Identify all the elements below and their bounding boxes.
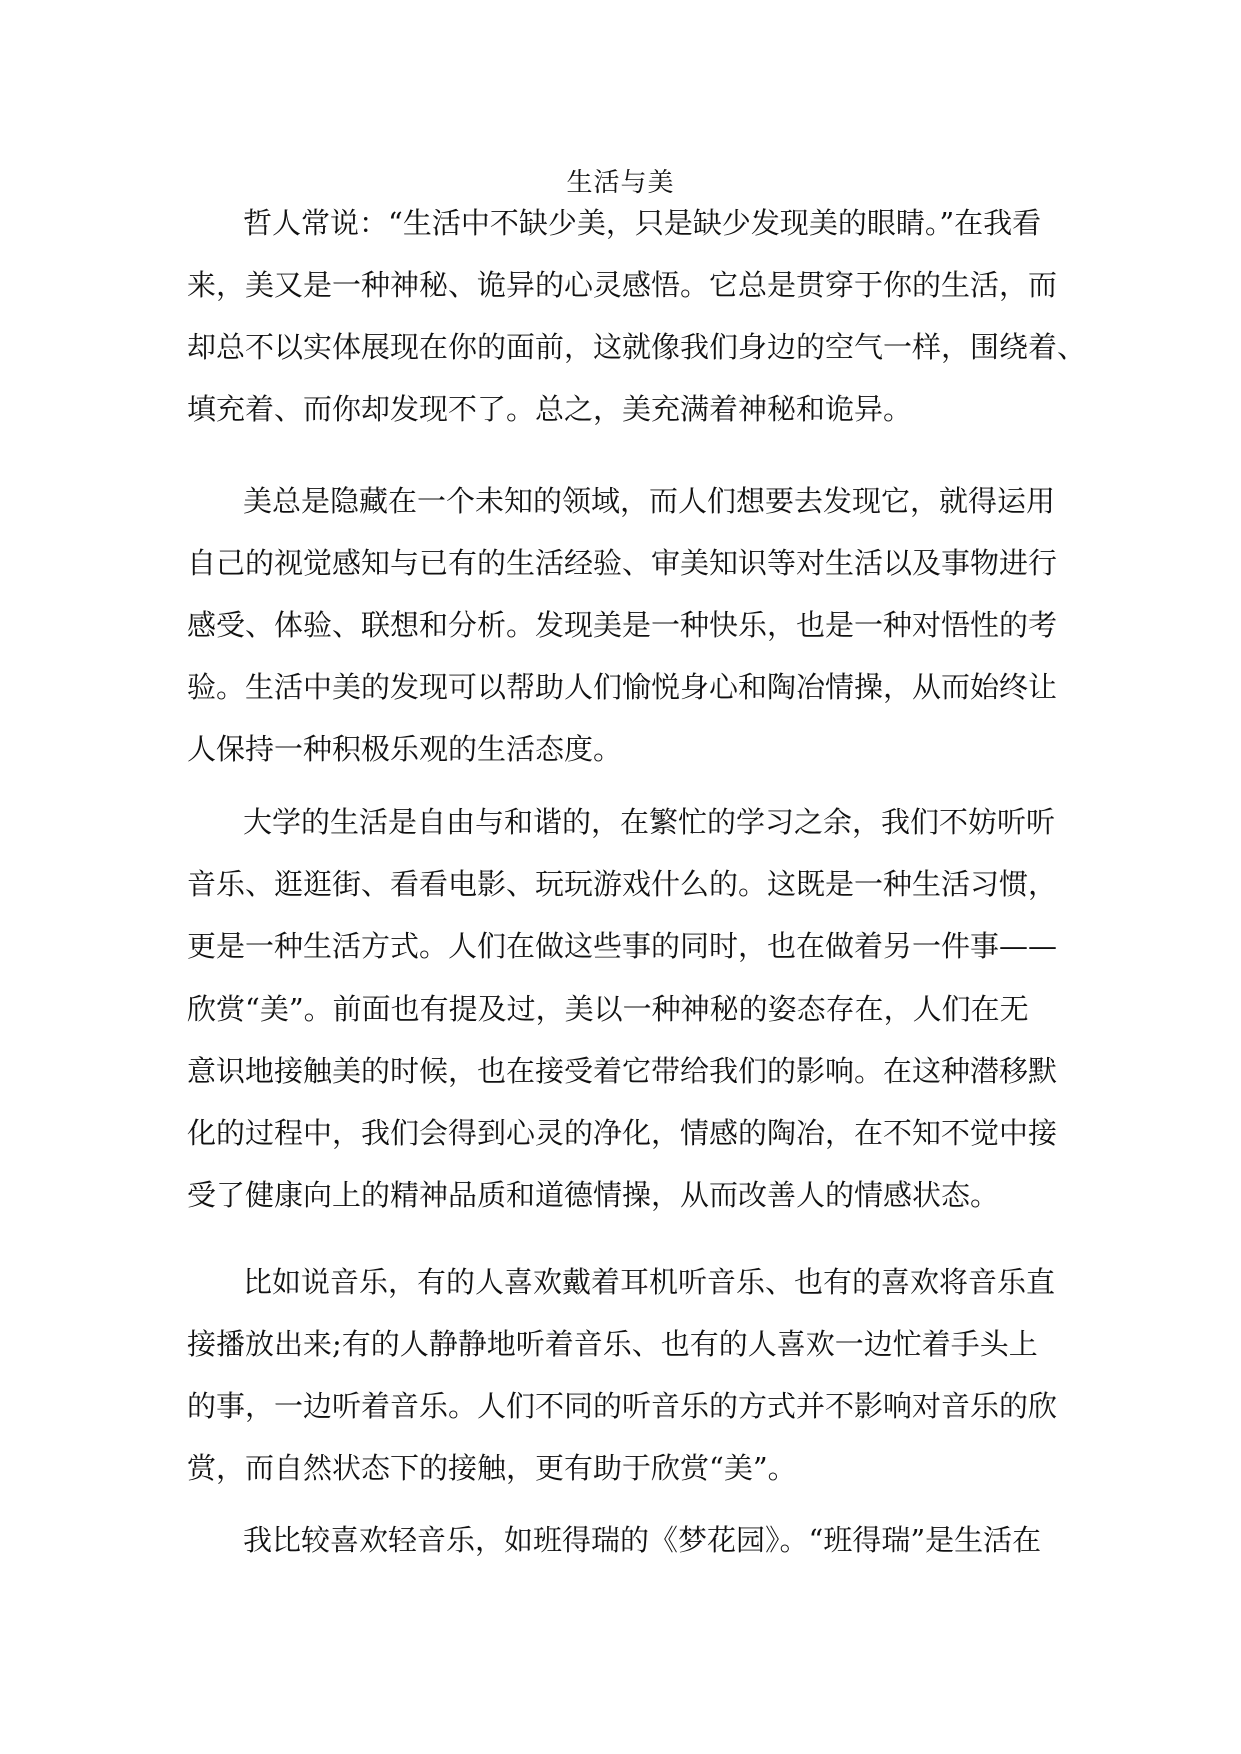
paragraph-3-line-1: 大学的生活是自由与和谐的，在繁忙的学习之余，我们不妨听听 [243, 805, 1056, 839]
paragraph-2-line-5: 人保持一种积极乐观的生活态度。 [187, 732, 623, 766]
paragraph-1-line-3: 却总不以实体展现在你的面前，这就像我们身边的空气一样，围绕着、 [187, 330, 1087, 364]
paragraph-2-line-3: 感受、体验、联想和分析。发现美是一种快乐，也是一种对悟性的考 [187, 608, 1058, 642]
paragraph-4-line-4: 赏，而自然状态下的接触，更有助于欣赏“美”。 [187, 1451, 797, 1485]
paragraph-4-line-3: 的事，一边听着音乐。人们不同的听音乐的方式并不影响对音乐的欣 [187, 1389, 1058, 1423]
paragraph-4-line-1: 比如说音乐，有的人喜欢戴着耳机听音乐、也有的喜欢将音乐直 [243, 1265, 1056, 1299]
paragraph-5-line-1: 我比较喜欢轻音乐，如班得瑞的《梦花园》。“班得瑞”是生活在 [243, 1523, 1042, 1557]
paragraph-3-line-2: 音乐、逛逛街、看看电影、玩玩游戏什么的。这既是一种生活习惯， [187, 867, 1058, 901]
paragraph-2-line-4: 验。生活中美的发现可以帮助人们愉悦身心和陶冶情操，从而始终让 [187, 670, 1058, 704]
paragraph-3-line-7: 受了健康向上的精神品质和道德情操，从而改善人的情感状态。 [187, 1178, 1000, 1212]
paragraph-3-line-6: 化的过程中，我们会得到心灵的净化，情感的陶冶，在不知不觉中接 [187, 1116, 1058, 1150]
document-title: 生活与美 [566, 168, 675, 198]
paragraph-1-line-2: 来，美又是一种神秘、诡异的心灵感悟。它总是贯穿于你的生活，而 [187, 268, 1058, 302]
paragraph-2-line-1: 美总是隐藏在一个未知的领域，而人们想要去发现它，就得运用 [243, 484, 1056, 518]
paragraph-4-line-2: 接播放出来;有的人静静地听着音乐、也有的人喜欢一边忙着手头上 [187, 1327, 1038, 1361]
paragraph-3-line-5: 意识地接触美的时候，也在接受着它带给我们的影响。在这种潜移默 [187, 1054, 1058, 1088]
paragraph-3-line-4: 欣赏“美”。前面也有提及过，美以一种神秘的姿态存在，人们在无 [187, 992, 1029, 1026]
paragraph-1-line-1: 哲人常说：“生活中不缺少美，只是缺少发现美的眼睛。”在我看 [243, 206, 1042, 240]
paragraph-3-line-3: 更是一种生活方式。人们在做这些事的同时，也在做着另一件事—— [187, 929, 1058, 963]
paragraph-2-line-2: 自己的视觉感知与已有的生活经验、审美知识等对生活以及事物进行 [187, 546, 1058, 580]
paragraph-1-line-4: 填充着、而你却发现不了。总之，美充满着神秘和诡异。 [187, 392, 913, 426]
